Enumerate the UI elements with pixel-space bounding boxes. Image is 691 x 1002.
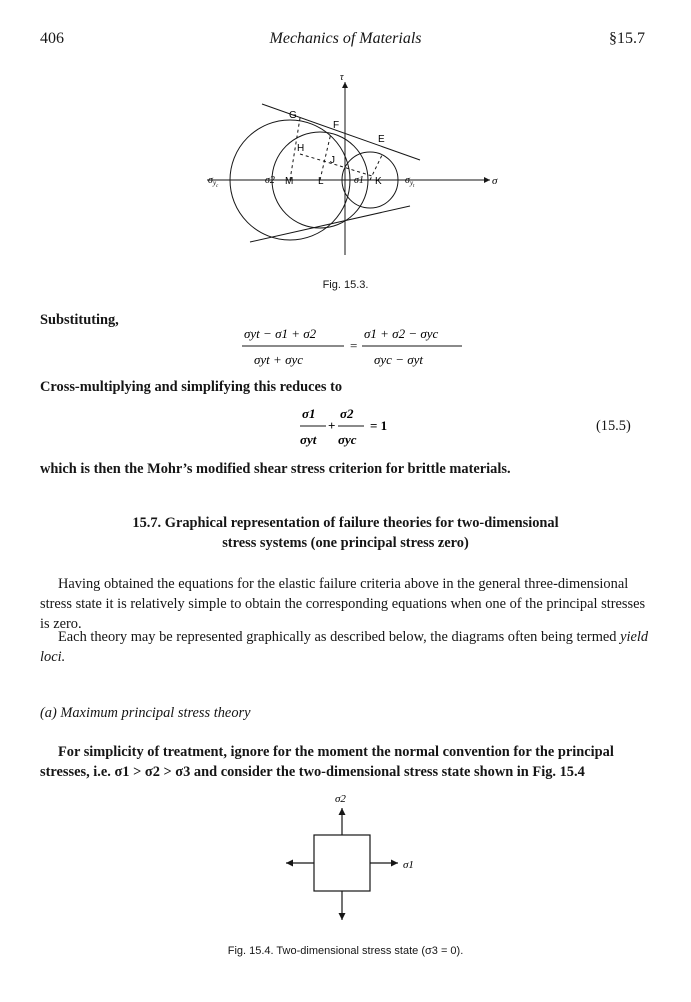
section-reference: §15.7	[609, 30, 645, 47]
svg-text:σ1: σ1	[302, 406, 316, 421]
svg-text:σyt − σ1 + σ2: σyt − σ1 + σ2	[244, 326, 317, 341]
figure-15-4-diagram	[0, 780, 691, 940]
tau-axis-label: τ	[340, 72, 344, 83]
svg-text:=: =	[350, 338, 358, 353]
equation-substituted	[240, 320, 470, 372]
point-H: H	[297, 143, 305, 154]
paragraph-intro: Having obtained the equations for the elastic failure criteria above in the general three-dimensional stress state it is relatively simple to obtain the corresponding equations when one of the principal stresses is zero.	[40, 576, 646, 632]
envelope-upper	[262, 104, 420, 160]
point-E: E	[378, 134, 385, 145]
label-sigma-yc: $\sigma_{yc}$	[208, 175, 219, 189]
substituting-label: Substituting,	[40, 312, 119, 328]
svg-text:= 1: = 1	[370, 418, 388, 433]
cross-multiplying-text: Cross-multiplying and simplifying this reduces to	[40, 379, 343, 395]
paragraph-yield-loci: Each theory may be represented graphically as described below, the diagrams often being termed yield loci.	[40, 629, 649, 665]
label-sigma-yt: $\sigma_{yt}$	[405, 175, 415, 189]
point-L: L	[318, 176, 324, 187]
envelope-lower	[250, 206, 410, 242]
paragraph-simplicity: For simplicity of treatment, ignore for the moment the normal convention for the principal stresses, i.e. σ1 > σ2 > σ3 and consider the two-dimensional stress state shown in Fig. 15.4	[40, 744, 614, 780]
figure-15-3-diagram	[0, 0, 691, 300]
point-J: J	[330, 155, 335, 166]
svg-text:σ1 + σ2 − σyc: σ1 + σ2 − σyc	[364, 326, 439, 341]
svg-text:σyt: σyt	[300, 432, 317, 447]
point-G: G	[289, 110, 297, 121]
running-title: Mechanics of Materials	[269, 30, 422, 47]
equation-number: (15.5)	[596, 418, 631, 434]
subsection-a-heading: (a) Maximum principal stress theory	[40, 705, 251, 721]
label-sigma-1: σ1	[354, 175, 364, 186]
label-sigma2: σ2	[335, 793, 346, 805]
mohr-criterion-sentence: which is then the Mohr’s modified shear stress criterion for brittle materials.	[40, 461, 511, 477]
point-K: K	[375, 176, 382, 187]
svg-text:+: +	[328, 418, 336, 433]
svg-text:σyt + σyc: σyt + σyc	[254, 352, 304, 367]
svg-text:σyc − σyt: σyc − σyt	[374, 352, 424, 367]
section-15-7-heading-line2: stress systems (one principal stress zero)	[222, 535, 469, 551]
figure-15-4-caption: Fig. 15.4. Two-dimensional stress state (σ3 = 0).	[227, 945, 464, 957]
equation-15-5	[296, 400, 416, 452]
point-M: M	[285, 176, 294, 187]
figure-15-3-caption: Fig. 15.3.	[322, 279, 369, 291]
page-number: 406	[40, 30, 64, 47]
sigma-axis-label: σ	[492, 175, 498, 187]
label-sigma-2: σ2	[265, 175, 275, 186]
stress-element-square	[314, 835, 370, 891]
svg-text:σyc: σyc	[338, 432, 357, 447]
section-15-7-heading-line1: 15.7. Graphical representation of failure theories for two-dimensional	[132, 515, 559, 531]
svg-text:σ2: σ2	[340, 406, 354, 421]
point-F: F	[333, 120, 340, 131]
label-sigma1: σ1	[403, 859, 414, 871]
